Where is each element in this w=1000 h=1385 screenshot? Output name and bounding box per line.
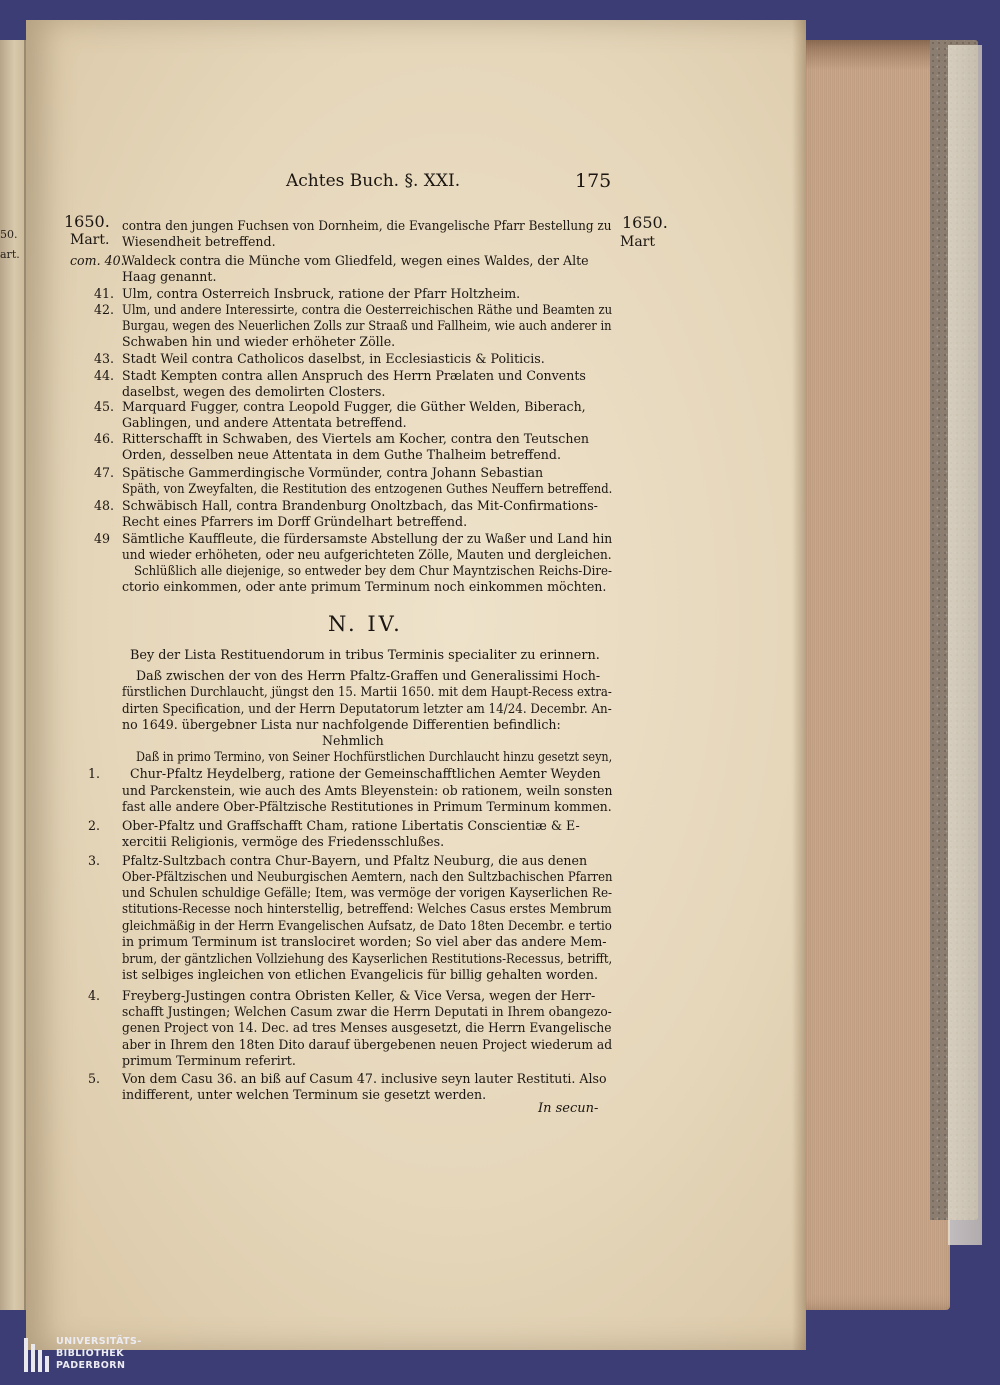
margin-month-right: Mart (620, 234, 655, 250)
text-line: Stadt Weil contra Catholicos daselbst, in Ecclesiasticis & Politicis. (122, 351, 545, 366)
entry-number: 47. (94, 465, 115, 480)
text-line: Waldeck contra die Münche vom Gliedfeld, wegen eines Waldes, der Alte (122, 253, 589, 268)
page-number: 175 (575, 170, 612, 192)
entry-number: 3. (88, 853, 101, 868)
entry-number: 44. (94, 368, 115, 383)
text-line: Späth, von Zweyfalten, die Restitution des entzogenen Guthes Neuffern betreffend. (122, 481, 613, 496)
margin-month-left: Mart. (70, 232, 110, 248)
text-line: Schlüßlich alle diejenige, so entweder bey dem Chur Mayntzischen Reichs-Dire- (134, 563, 612, 578)
text-line: xercitii Religionis, vermöge des Friedensschlußes. (122, 834, 445, 849)
text-line: Stadt Kempten contra allen Anspruch des Herrn Prælaten und Convents (122, 368, 586, 383)
library-logo-mark (24, 1338, 50, 1372)
text-line: Ober-Pfältzischen und Neuburgischen Aemtern, nach den Sultzbachischen Pfarren (122, 869, 613, 884)
text-line: Burgau, wegen des Neuerlichen Zolls zur Straaß und Fallheim, wie auch anderer in (122, 318, 612, 333)
text-line: Marquard Fugger, contra Leopold Fugger, die Güther Welden, Biberach, (122, 399, 586, 414)
previous-page-edge (0, 40, 26, 1310)
entry-number: 1. (88, 766, 101, 781)
text-line: Daß in primo Termino, von Seiner Hochfürstlichen Durchlaucht hinzu gesetzt seyn, (136, 749, 613, 764)
entry-number: 42. (94, 302, 115, 317)
library-name-line: BIBLIOTHEK (56, 1348, 124, 1359)
text-line: ist selbiges ingleichen von etlichen Evangelicis für billig gehalten worden. (122, 967, 598, 982)
text-line: Schwaben hin und wieder erhöheter Zölle. (122, 334, 396, 349)
previous-page-year: 50. (0, 228, 18, 241)
text-line: Sämtliche Kauffleute, die fürdersamste Abstellung der zu Waßer und Land hin (122, 531, 613, 546)
section-subtitle: Bey der Lista Restituendorum in tribus Terminis specialiter zu erinnern. (130, 648, 600, 663)
text-line: Nehmlich (322, 733, 384, 748)
page-shadow (792, 20, 806, 1350)
text-line: genen Project von 14. Dec. ad tres Menses ausgesetzt, die Herrn Evangelische (122, 1020, 612, 1035)
text-line: Recht eines Pfarrers im Dorff Gründelhart betreffend. (122, 514, 468, 529)
text-line: brum, der gäntzlichen Vollziehung des Kayserlichen Restitutions-Recessus, betrifft, (122, 951, 613, 966)
entry-number: 48. (94, 498, 115, 513)
entry-number: 2. (88, 818, 101, 833)
text-line: in primum Terminum ist translociret worden; So viel aber das andere Mem- (122, 934, 607, 949)
text-line: fast alle andere Ober-Pfältzische Restitutiones in Primum Terminum kommen. (122, 799, 612, 814)
text-line: contra den jungen Fuchsen von Dornheim, die Evangelische Pfarr Bestellung zu (122, 218, 612, 233)
entry-number: com. 40. (70, 253, 125, 268)
library-logo (24, 1336, 142, 1376)
text-line: und wieder erhöheten, oder neu aufgerichteten Zölle, Mauten und dergleichen. (122, 547, 612, 562)
text-line: Daß zwischen der von des Herrn Pfaltz-Graffen und Generalissimi Hoch- (136, 668, 601, 683)
entry-number: 49 (94, 531, 111, 546)
entry-number: 41. (94, 286, 115, 301)
text-line: und Parckenstein, wie auch des Amts Bleyenstein: ob rationem, weiln sonsten (122, 783, 613, 798)
text-line: stitutions-Recesse noch hinterstellig, betreffend: Welches Casus erstes Membrum (122, 901, 612, 916)
running-head: Achtes Buch. §. XXI. (286, 171, 461, 191)
text-line: gleichmäßig in der Herrn Evangelischen Aufsatz, de Dato 18ten Decembr. e tertio (122, 918, 612, 933)
catchword: In secun- (538, 1101, 599, 1116)
text-line: Chur-Pfaltz Heydelberg, ratione der Gemeinschafftlichen Aemter Weyden (130, 766, 601, 781)
text-line: schafft Justingen; Welchen Casum zwar die Herrn Deputati in Ihrem obangezo- (122, 1004, 612, 1019)
margin-year-right: 1650. (622, 213, 668, 232)
text-line: Spätische Gammerdingische Vormünder, contra Johann Sebastian (122, 465, 544, 480)
text-line: Ritterschafft in Schwaben, des Viertels am Kocher, contra den Teutschen (122, 431, 590, 446)
endpaper (948, 45, 982, 1245)
text-line: indifferent, unter welchen Terminum sie gesetzt werden. (122, 1087, 487, 1102)
page-block-edges (790, 40, 950, 1310)
entry-number: 46. (94, 431, 115, 446)
entry-number: 4. (88, 988, 101, 1003)
text-line: daselbst, wegen des demolirten Closters. (122, 384, 386, 399)
text-line: Freyberg-Justingen contra Obristen Keller, & Vice Versa, wegen der Herr- (122, 988, 596, 1003)
text-line: Schwäbisch Hall, contra Brandenburg Onoltzbach, das Mit-Confirmations- (122, 498, 598, 513)
text-line: aber in Ihrem den 18ten Dito darauf übergebenen neuen Project wiederum ad (122, 1037, 613, 1052)
section-title: N. IV. (328, 612, 403, 636)
text-line: Pfaltz-Sultzbach contra Chur-Bayern, und Pfaltz Neuburg, die aus denen (122, 853, 588, 868)
text-line: dirten Specification, und der Herrn Deputatorum letzter am 14/24. Decembr. An- (122, 701, 612, 716)
text-line: Von dem Casu 36. an biß auf Casum 47. inclusive seyn lauter Restituti. Also (122, 1071, 607, 1086)
text-line: Ulm, und andere Interessirte, contra die Oesterreichischen Räthe und Beamten zu (122, 302, 613, 317)
text-line: Gablingen, und andere Attentata betreffend. (122, 415, 407, 430)
text-line: primum Terminum referirt. (122, 1053, 296, 1068)
text-line: Orden, desselben neue Attentata in dem Guthe Thalheim betreffend. (122, 447, 561, 462)
entry-number: 43. (94, 351, 115, 366)
previous-page-month: art. (0, 248, 20, 261)
text-line: Wiesendheit betreffend. (122, 234, 276, 249)
margin-year-left: 1650. (64, 212, 110, 231)
text-line: fürstlichen Durchlaucht, jüngst den 15. Martii 1650. mit dem Haupt-Recess extra- (122, 684, 612, 699)
library-name-line: UNIVERSITÄTS- (56, 1336, 142, 1347)
text-line: und Schulen schuldige Gefälle; Item, was vermöge der vorigen Kayserlichen Re- (122, 885, 613, 900)
text-line: Ober-Pfaltz und Graffschafft Cham, ratione Libertatis Conscientiæ & E- (122, 818, 580, 833)
text-line: no 1649. übergebner Lista nur nachfolgende Differentien befindlich: (122, 717, 561, 732)
text-line: Ulm, contra Osterreich Insbruck, ratione der Pfarr Holtzheim. (122, 286, 521, 301)
entry-number: 5. (88, 1071, 101, 1086)
text-line: ctorio einkommen, oder ante primum Terminum noch einkommen möchten. (122, 579, 607, 594)
entry-number: 45. (94, 399, 115, 414)
library-name-line: PADERBORN (56, 1360, 126, 1371)
text-line: Haag genannt. (122, 269, 217, 284)
